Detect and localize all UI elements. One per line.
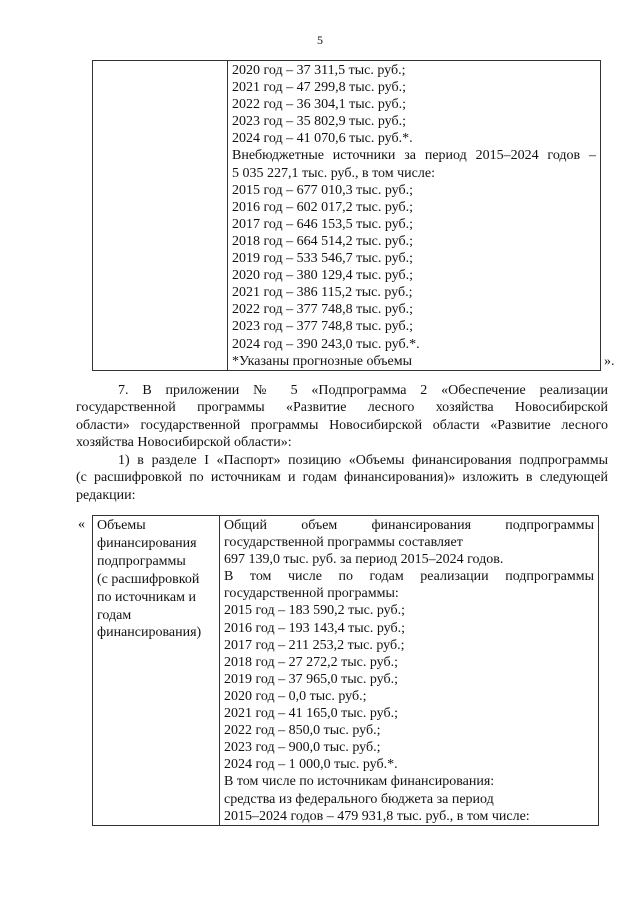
text-line: 2018 год – 27 272,2 тыс. руб.; [224, 654, 398, 670]
table-row [93, 516, 599, 826]
text-line: государственной программы составляет [224, 535, 463, 551]
text-line: государственной программы: [224, 586, 399, 602]
text-line: 2021 год – 386 115,2 тыс. руб.; [232, 285, 413, 301]
text-line: 2024 год – 390 243,0 тыс. руб.*. [232, 336, 420, 352]
text-line: 2023 год – 35 802,9 тыс. руб.; [232, 114, 406, 130]
text-line: (с расшифровкой [97, 571, 200, 587]
text-line: 5 035 227,1 тыс. руб., в том числе: [232, 165, 435, 181]
text-line: 2022 год – 850,0 тыс. руб.; [224, 723, 381, 739]
text-line: В том числе по источникам финансирования: [224, 774, 495, 790]
text-line: 2024 год – 1 000,0 тыс. руб.*. [224, 757, 398, 773]
text-line: Общий объем финансирования подпрограммы [224, 518, 594, 533]
text-line: В том числе по годам реализации подпрограммы [224, 569, 594, 585]
text-line: области» государственной программы Новосибирской области «Развитие лесного [76, 417, 608, 433]
text-line: редакции: [76, 487, 136, 503]
text-line: 2022 год – 36 304,1 тыс. руб.; [232, 97, 406, 113]
text-line: подпрограммы [97, 553, 186, 569]
text-line: 2017 год – 211 253,2 тыс. руб.; [224, 637, 405, 653]
text-line: 2020 год – 380 129,4 тыс. руб.; [232, 268, 413, 284]
closing-quote-mark: ». [604, 354, 615, 369]
table-row [93, 61, 601, 371]
text-line: 2019 год – 37 965,0 тыс. руб.; [224, 671, 398, 687]
table-cell-financing-details [228, 61, 601, 371]
text-line: 2016 год – 193 143,4 тыс. руб.; [224, 620, 405, 636]
paragraph-1 [76, 452, 608, 504]
table-cell-empty [93, 61, 228, 371]
text-line: *Указаны прогнозные объемы [232, 353, 412, 369]
financing-table-continued [92, 60, 601, 371]
text-line: 2020 год – 37 311,5 тыс. руб.; [232, 63, 406, 78]
text-line: 2024 год – 41 070,6 тыс. руб.*. [232, 131, 413, 147]
text-line: 1) в разделе I «Паспорт» позицию «Объемы финансирования подпрограммы [118, 453, 608, 468]
page-number: 5 [317, 33, 323, 47]
text-line: 2015 год – 677 010,3 тыс. руб.; [232, 182, 413, 198]
text-line: 697 139,0 тыс. руб. за период 2015–2024 годов. [224, 552, 504, 568]
text-line: средства из федерального бюджета за период [224, 791, 494, 807]
text-line: финансирования) [97, 625, 202, 641]
text-line: хозяйства Новосибирской области»: [76, 435, 292, 451]
financing-passport-table [92, 515, 599, 826]
text-line: 2015 год – 183 590,2 тыс. руб.; [224, 603, 405, 619]
text-line: 2021 год – 41 165,0 тыс. руб.; [224, 706, 398, 722]
text-line: 2015–2024 годов – 479 931,8 тыс. руб., в том числе: [224, 808, 530, 824]
text-line: 2017 год – 646 153,5 тыс. руб.; [232, 216, 413, 232]
text-line: Объемы [97, 518, 146, 533]
text-line: 2023 год – 900,0 тыс. руб.; [224, 740, 381, 756]
text-line: годам [97, 607, 132, 623]
text-line: по источникам и [97, 589, 196, 605]
text-line: Внебюджетные источники за период 2015–2024 годов – [232, 148, 596, 164]
text-line: 2016 год – 602 017,2 тыс. руб.; [232, 199, 413, 215]
text-line: (с расшифровкой по источникам и годам финансирования)» изложить в следующей [76, 470, 608, 486]
opening-quote-mark: « [78, 517, 85, 532]
text-line: 2021 год – 47 299,8 тыс. руб.; [232, 80, 406, 96]
text-line: государственной программы «Развитие лесного хозяйства Новосибирской [76, 400, 608, 416]
text-line: 2019 год – 533 546,7 тыс. руб.; [232, 251, 413, 267]
text-line: 2018 год – 664 514,2 тыс. руб.; [232, 233, 413, 249]
paragraph-7 [76, 382, 608, 452]
text-line: 2020 год – 0,0 тыс. руб.; [224, 688, 367, 704]
text-line: 2022 год – 377 748,8 тыс. руб.; [232, 302, 413, 318]
table-cell-financing-details [220, 516, 599, 826]
text-line: 2023 год – 377 748,8 тыс. руб.; [232, 319, 413, 335]
table-cell-label [93, 516, 220, 826]
text-line: 7. В приложении № 5 «Подпрограмма 2 «Обеспечение реализации [118, 383, 608, 398]
text-line: финансирования [97, 535, 197, 551]
